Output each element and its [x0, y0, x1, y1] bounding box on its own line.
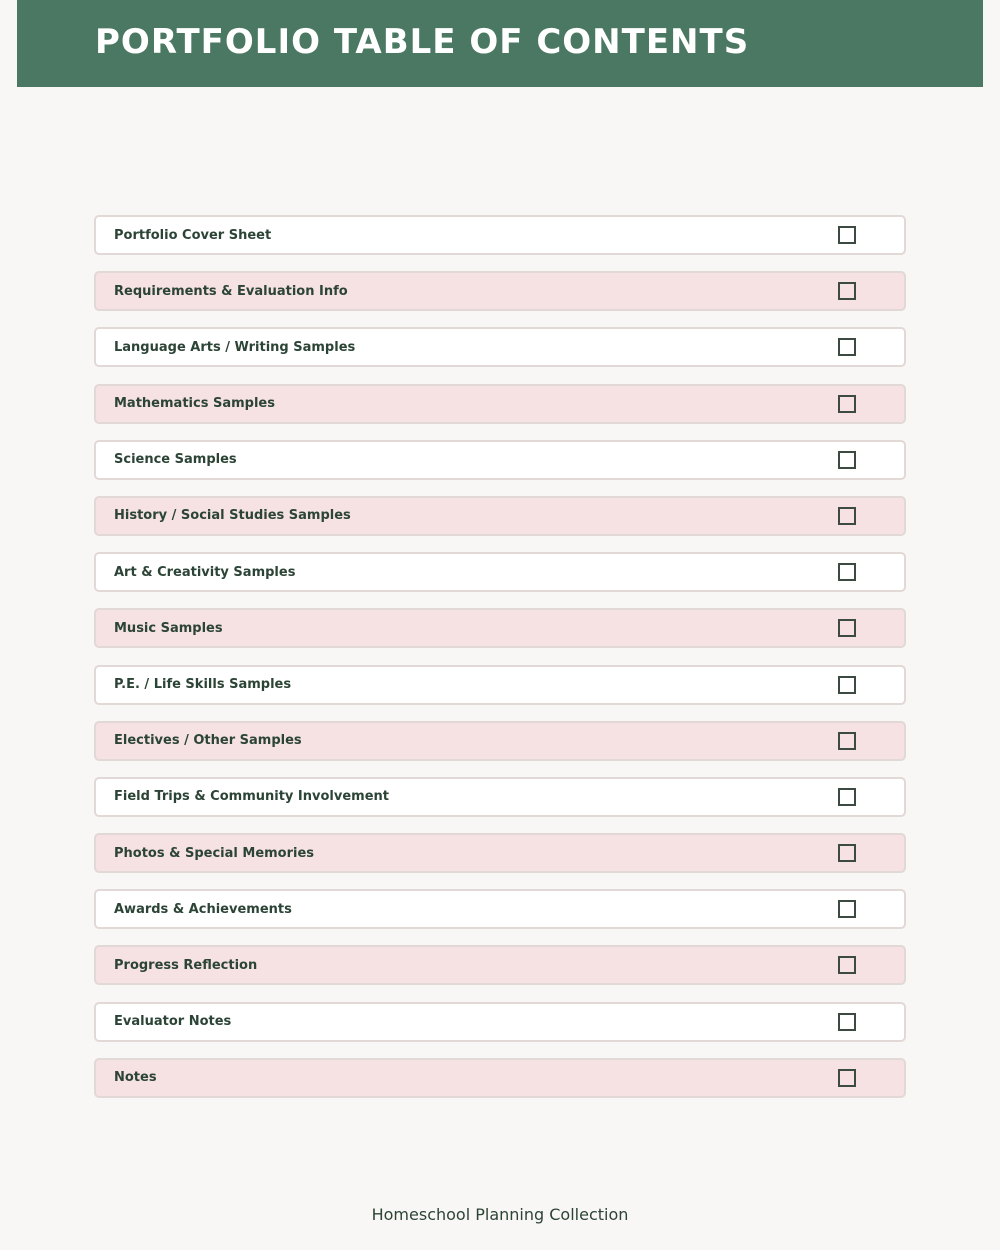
toc-item-label: Science Samples — [114, 452, 237, 468]
toc-row — [94, 777, 906, 817]
checkbox[interactable] — [838, 956, 856, 974]
toc-row — [94, 1002, 906, 1042]
page-title: PORTFOLIO TABLE OF CONTENTS — [95, 22, 750, 62]
toc-item-label: Notes — [114, 1070, 157, 1086]
toc-item-label: Awards & Achievements — [114, 901, 292, 917]
toc-item-label: Electives / Other Samples — [114, 733, 302, 749]
toc-item-label: Requirements & Evaluation Info — [114, 283, 348, 299]
checkbox[interactable] — [838, 676, 856, 694]
toc-item-label: Portfolio Cover Sheet — [114, 227, 272, 243]
checkbox[interactable] — [838, 507, 856, 525]
header-bar — [17, 0, 983, 87]
checkbox[interactable] — [838, 788, 856, 806]
toc-row — [94, 945, 906, 985]
checkbox[interactable] — [838, 1013, 856, 1031]
toc-row — [94, 384, 906, 424]
checkbox[interactable] — [838, 900, 856, 918]
toc-row — [94, 665, 906, 705]
checkbox[interactable] — [838, 1069, 856, 1087]
toc-row — [94, 833, 906, 873]
toc-item-label: P.E. / Life Skills Samples — [114, 677, 292, 692]
toc-row — [94, 608, 906, 648]
toc-item-label: Music Samples — [114, 620, 223, 636]
checkbox[interactable] — [838, 619, 856, 637]
toc-row — [94, 215, 906, 255]
toc-row — [94, 721, 906, 761]
toc-row — [94, 552, 906, 592]
toc-item-label: Photos & Special Memories — [114, 845, 315, 861]
toc-item-label: Language Arts / Writing Samples — [114, 339, 356, 355]
checkbox[interactable] — [838, 226, 856, 244]
toc-row — [94, 271, 906, 311]
toc-item-label: Field Trips & Community Involvement — [114, 789, 389, 805]
checkbox[interactable] — [838, 395, 856, 413]
toc-row — [94, 440, 906, 480]
toc-item-label: Progress Reflection — [114, 957, 258, 973]
toc-row — [94, 327, 906, 367]
checkbox[interactable] — [838, 282, 856, 300]
toc-row — [94, 496, 906, 536]
checkbox[interactable] — [838, 563, 856, 581]
toc-item-label: Art & Creativity Samples — [114, 564, 296, 580]
toc-item-label: Evaluator Notes — [114, 1014, 232, 1030]
toc-list — [94, 215, 906, 1114]
footer-text: Homeschool Planning Collection — [371, 1205, 629, 1224]
toc-item-label: History / Social Studies Samples — [114, 508, 351, 524]
toc-item-label: Mathematics Samples — [114, 396, 275, 412]
checkbox[interactable] — [838, 732, 856, 750]
toc-row — [94, 889, 906, 929]
checkbox[interactable] — [838, 844, 856, 862]
checkbox[interactable] — [838, 338, 856, 356]
toc-row — [94, 1058, 906, 1098]
checkbox[interactable] — [838, 451, 856, 469]
